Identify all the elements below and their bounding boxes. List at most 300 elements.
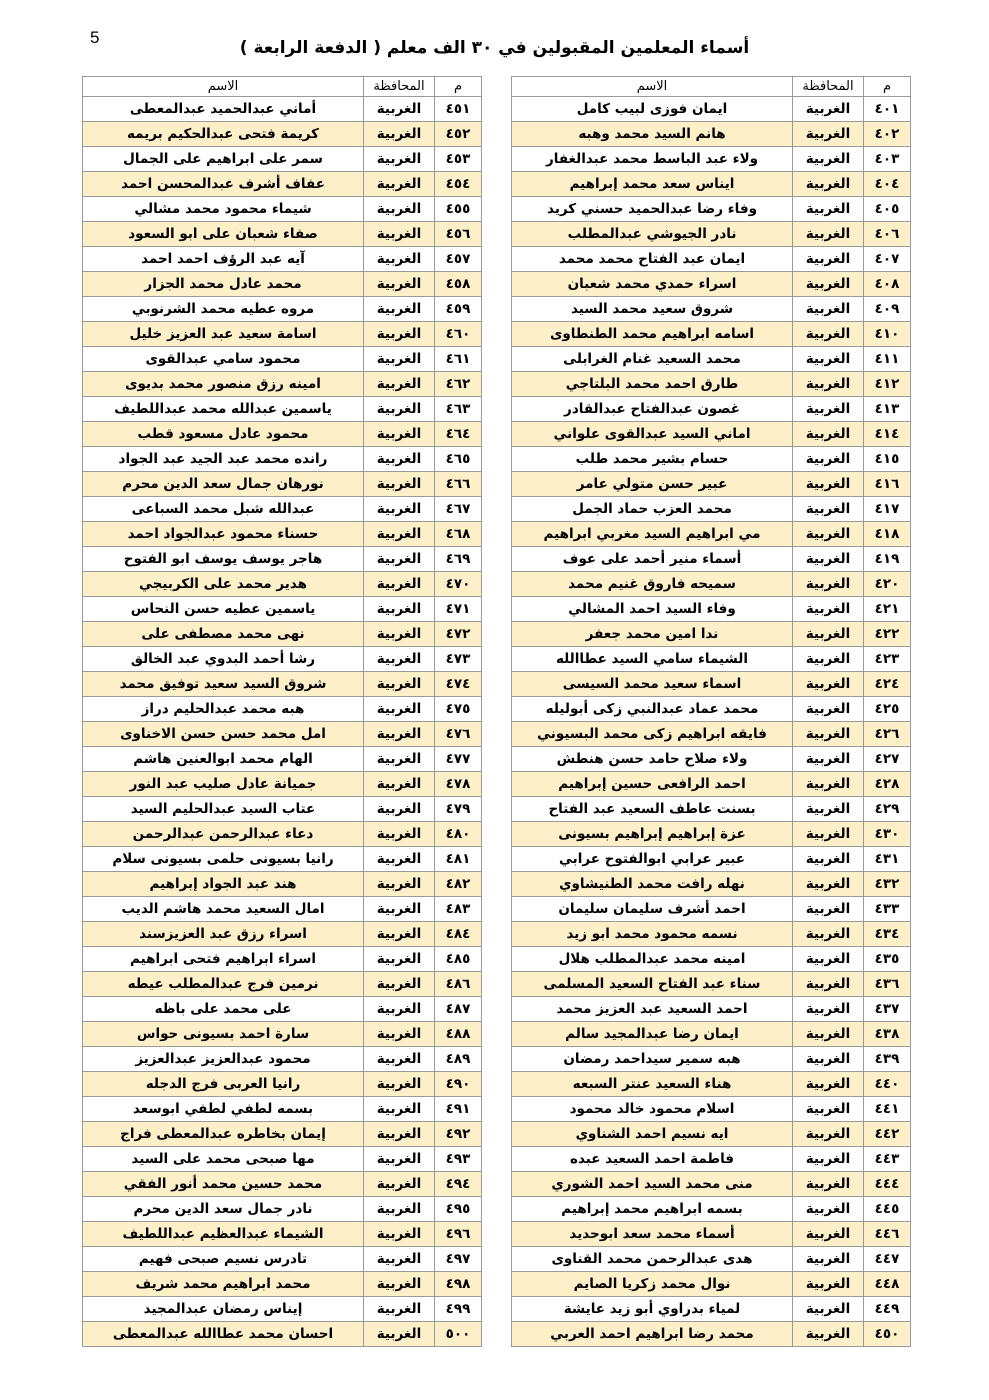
table-row	[83, 372, 482, 397]
table-row	[83, 472, 482, 497]
row-governorate: الغربية	[793, 1197, 864, 1222]
row-name: نادر الجيوشي عبدالمطلب	[512, 222, 793, 247]
table-row	[83, 247, 482, 272]
row-number: ٤٦٥	[435, 447, 482, 472]
row-number: ٤٧٩	[435, 797, 482, 822]
row-governorate: الغربية	[364, 847, 435, 872]
table-header-row	[512, 77, 911, 97]
table-row	[512, 422, 911, 447]
table-row	[83, 322, 482, 347]
table-row	[512, 347, 911, 372]
row-name: طارق احمد محمد البلتاجي	[512, 372, 793, 397]
row-number: ٤٥٩	[435, 297, 482, 322]
row-name: وفاء السيد احمد المشالي	[512, 597, 793, 622]
row-number: ٤٦٧	[435, 497, 482, 522]
row-number: ٤٩٦	[435, 1222, 482, 1247]
row-name: أماني عبدالحميد عبدالمعطى	[83, 97, 364, 122]
row-number: ٤٣٨	[864, 1022, 911, 1047]
table-row	[83, 947, 482, 972]
table-row	[83, 172, 482, 197]
row-name: محمود عادل مسعود قطب	[83, 422, 364, 447]
row-governorate: الغربية	[364, 597, 435, 622]
row-name: نوال محمد زكريا الصايم	[512, 1272, 793, 1297]
row-governorate: الغربية	[364, 1322, 435, 1347]
row-number: ٤٦٦	[435, 472, 482, 497]
row-governorate: الغربية	[364, 547, 435, 572]
row-number: ٤٨٥	[435, 947, 482, 972]
row-number: ٤٤٦	[864, 1222, 911, 1247]
table-row	[512, 247, 911, 272]
row-name: احمد الرافعى حسين إبراهيم	[512, 772, 793, 797]
row-number: ٤٧٤	[435, 672, 482, 697]
table-row	[512, 947, 911, 972]
row-governorate: الغربية	[364, 1197, 435, 1222]
table-row	[512, 372, 911, 397]
row-governorate: الغربية	[793, 497, 864, 522]
row-number: ٤٤٤	[864, 1172, 911, 1197]
row-name: الهام محمد ابوالعنين هاشم	[83, 747, 364, 772]
row-name: محمد حسين محمد أنور الفقي	[83, 1172, 364, 1197]
table-row	[83, 522, 482, 547]
table-row	[512, 1247, 911, 1272]
header-governorate: المحافظة	[793, 77, 864, 97]
table-row	[83, 272, 482, 297]
row-number: ٤٨٩	[435, 1047, 482, 1072]
row-name: هاجر يوسف يوسف ابو الفتوح	[83, 547, 364, 572]
row-name: صفاء شعبان على ابو السعود	[83, 222, 364, 247]
row-governorate: الغربية	[364, 772, 435, 797]
row-number: ٤٩٩	[435, 1297, 482, 1322]
row-governorate: الغربية	[364, 497, 435, 522]
row-name: ولاء صلاح حامد حسن هنطش	[512, 747, 793, 772]
row-number: ٤٩٤	[435, 1172, 482, 1197]
row-name: سميحه فاروق غنيم محمد	[512, 572, 793, 597]
row-number: ٤٣٩	[864, 1047, 911, 1072]
table-row	[512, 1297, 911, 1322]
row-number: ٤١٨	[864, 522, 911, 547]
row-governorate: الغربية	[793, 647, 864, 672]
row-name: نهى محمد مصطفى على	[83, 622, 364, 647]
row-name: رشا أحمد البدوي عبد الخالق	[83, 647, 364, 672]
row-name: نرمين فرج عبدالمطلب عيطه	[83, 972, 364, 997]
row-governorate: الغربية	[364, 1147, 435, 1172]
row-number: ٤٠٢	[864, 122, 911, 147]
table-row	[512, 622, 911, 647]
row-number: ٤١٥	[864, 447, 911, 472]
table-row	[83, 572, 482, 597]
table-row	[83, 1322, 482, 1347]
row-governorate: الغربية	[793, 722, 864, 747]
row-name: اسماء سعيد محمد السيسى	[512, 672, 793, 697]
row-number: ٤١٢	[864, 372, 911, 397]
row-number: ٤٢١	[864, 597, 911, 622]
table-row	[83, 447, 482, 472]
table-row	[512, 1122, 911, 1147]
row-number: ٤٨٤	[435, 922, 482, 947]
row-name: مي ابراهيم السيد مغربي ابراهيم	[512, 522, 793, 547]
row-governorate: الغربية	[364, 797, 435, 822]
row-number: ٤٠٩	[864, 297, 911, 322]
row-governorate: الغربية	[364, 172, 435, 197]
row-number: ٤٣٢	[864, 872, 911, 897]
table-row	[83, 672, 482, 697]
table-row	[83, 1222, 482, 1247]
row-number: ٤١٦	[864, 472, 911, 497]
row-name: امينه محمد عبدالمطلب هلال	[512, 947, 793, 972]
row-governorate: الغربية	[364, 397, 435, 422]
row-governorate: الغربية	[364, 272, 435, 297]
page-title: أسماء المعلمين المقبولين في ٣٠ الف معلم ( الدفعة الرابعة )	[239, 38, 750, 58]
row-governorate: الغربية	[793, 222, 864, 247]
table-row	[512, 697, 911, 722]
row-name: مروه عطيه محمد الشرنوبي	[83, 297, 364, 322]
row-number: ٤٤١	[864, 1097, 911, 1122]
row-name: اسامه ابراهيم محمد الطنطاوى	[512, 322, 793, 347]
row-name: هدى عبدالرحمن محمد القناوى	[512, 1247, 793, 1272]
table-row	[512, 447, 911, 472]
row-governorate: الغربية	[364, 122, 435, 147]
row-name: الشيماء سامي السيد عطاالله	[512, 647, 793, 672]
row-name: فايقه ابراهيم زكى محمد البسيوني	[512, 722, 793, 747]
row-name: دعاء عبدالرحمن عبدالرحمن	[83, 822, 364, 847]
table-row	[83, 1022, 482, 1047]
row-governorate: الغربية	[364, 1272, 435, 1297]
row-name: أسماء منير أحمد على عوف	[512, 547, 793, 572]
row-governorate: الغربية	[364, 1222, 435, 1247]
header-number: م	[864, 77, 911, 97]
row-name: تادرس نسيم صبحى فهيم	[83, 1247, 364, 1272]
table-row	[512, 172, 911, 197]
row-governorate: الغربية	[793, 147, 864, 172]
row-governorate: الغربية	[793, 1072, 864, 1097]
row-name: هانم السيد محمد وهبه	[512, 122, 793, 147]
table-row	[83, 1047, 482, 1072]
row-name: فاطمة احمد السعيد عبده	[512, 1147, 793, 1172]
row-name: سناء عبد الفتاح السعيد المسلمى	[512, 972, 793, 997]
row-name: ياسمين عطيه حسن النحاس	[83, 597, 364, 622]
row-name: منى محمد السيد احمد الشوري	[512, 1172, 793, 1197]
row-governorate: الغربية	[364, 672, 435, 697]
row-name: هبه سمير سيداحمد رمضان	[512, 1047, 793, 1072]
row-number: ٤٤٣	[864, 1147, 911, 1172]
row-governorate: الغربية	[364, 697, 435, 722]
row-governorate: الغربية	[364, 197, 435, 222]
table-row	[512, 597, 911, 622]
row-number: ٤٢٧	[864, 747, 911, 772]
row-name: هناء السعيد عنتر السبعه	[512, 1072, 793, 1097]
table-row	[512, 497, 911, 522]
row-name: اماني السيد عبدالقوى علواني	[512, 422, 793, 447]
table-row	[83, 797, 482, 822]
row-name: احسان محمد عطاالله عبدالمعطى	[83, 1322, 364, 1347]
table-row	[83, 1072, 482, 1097]
row-number: ٤٩٨	[435, 1272, 482, 1297]
names-table-right	[511, 76, 911, 1347]
row-number: ٤٨٠	[435, 822, 482, 847]
row-governorate: الغربية	[793, 772, 864, 797]
row-number: ٤٤٧	[864, 1247, 911, 1272]
row-name: جميانة عادل صليب عبد النور	[83, 772, 364, 797]
table-row	[512, 1022, 911, 1047]
row-governorate: الغربية	[793, 572, 864, 597]
row-number: ٤٤٨	[864, 1272, 911, 1297]
row-name: هبه محمد عبدالحليم دراز	[83, 697, 364, 722]
row-number: ٤٧٧	[435, 747, 482, 772]
row-number: ٤٩٣	[435, 1147, 482, 1172]
row-name: عبير حسن متولي عامر	[512, 472, 793, 497]
row-governorate: الغربية	[793, 97, 864, 122]
row-name: عتاب السيد عبدالحليم السيد	[83, 797, 364, 822]
row-governorate: الغربية	[793, 1147, 864, 1172]
row-name: ايه نسيم احمد الشناوي	[512, 1122, 793, 1147]
row-number: ٤٠٨	[864, 272, 911, 297]
row-governorate: الغربية	[793, 272, 864, 297]
table-row	[512, 772, 911, 797]
row-number: ٤٢٢	[864, 622, 911, 647]
row-number: ٤٢٣	[864, 647, 911, 672]
row-governorate: الغربية	[364, 147, 435, 172]
row-governorate: الغربية	[364, 372, 435, 397]
row-governorate: الغربية	[793, 1097, 864, 1122]
row-governorate: الغربية	[364, 1122, 435, 1147]
row-name: اسراء ابراهيم فتحى ابراهيم	[83, 947, 364, 972]
table-row	[83, 497, 482, 522]
header-number: م	[435, 77, 482, 97]
table-row	[83, 822, 482, 847]
row-governorate: الغربية	[793, 997, 864, 1022]
table-row	[512, 197, 911, 222]
table-row	[512, 672, 911, 697]
row-number: ٥٠٠	[435, 1322, 482, 1347]
row-governorate: الغربية	[793, 247, 864, 272]
row-number: ٤٨٦	[435, 972, 482, 997]
row-governorate: الغربية	[793, 547, 864, 572]
row-number: ٤٩٢	[435, 1122, 482, 1147]
row-number: ٤٥٦	[435, 222, 482, 247]
row-number: ٤٣٧	[864, 997, 911, 1022]
row-name: إيمان بخاطره عبدالمعطى فراج	[83, 1122, 364, 1147]
row-governorate: الغربية	[793, 822, 864, 847]
row-number: ٤٦٩	[435, 547, 482, 572]
row-governorate: الغربية	[364, 297, 435, 322]
row-number: ٤٩٠	[435, 1072, 482, 1097]
row-number: ٤٠٦	[864, 222, 911, 247]
row-name: مها صبحى محمد على السيد	[83, 1147, 364, 1172]
row-number: ٤٧٣	[435, 647, 482, 672]
row-governorate: الغربية	[364, 922, 435, 947]
table-row	[512, 1197, 911, 1222]
row-number: ٤٢٤	[864, 672, 911, 697]
row-governorate: الغربية	[364, 1172, 435, 1197]
table-row	[512, 322, 911, 347]
table-row	[83, 1272, 482, 1297]
row-number: ٤٠٣	[864, 147, 911, 172]
row-name: رانيا بسيونى حلمى بسيونى سلام	[83, 847, 364, 872]
row-governorate: الغربية	[364, 947, 435, 972]
table-row	[83, 972, 482, 997]
row-governorate: الغربية	[793, 697, 864, 722]
table-row	[512, 972, 911, 997]
table-row	[512, 1272, 911, 1297]
row-name: محمد عادل محمد الجزار	[83, 272, 364, 297]
row-governorate: الغربية	[793, 1022, 864, 1047]
row-number: ٤٣٤	[864, 922, 911, 947]
row-number: ٤٢٩	[864, 797, 911, 822]
row-number: ٤٢٦	[864, 722, 911, 747]
row-name: سارة احمد بسيونى حواس	[83, 1022, 364, 1047]
row-name: محمد ابراهيم محمد شريف	[83, 1272, 364, 1297]
row-governorate: الغربية	[364, 447, 435, 472]
row-name: نسمه محمود محمد ابو زيد	[512, 922, 793, 947]
table-row	[512, 1322, 911, 1347]
table-row	[83, 1197, 482, 1222]
row-governorate: الغربية	[793, 797, 864, 822]
row-number: ٤٥٥	[435, 197, 482, 222]
row-governorate: الغربية	[793, 447, 864, 472]
row-name: كريمة فتحى عبدالحكيم بريمه	[83, 122, 364, 147]
table-header-row	[83, 77, 482, 97]
row-number: ٤٣٣	[864, 897, 911, 922]
table-row	[83, 222, 482, 247]
row-number: ٤٦٣	[435, 397, 482, 422]
row-governorate: الغربية	[793, 297, 864, 322]
row-number: ٤٥٧	[435, 247, 482, 272]
header-name: الاسم	[83, 77, 364, 97]
row-governorate: الغربية	[793, 472, 864, 497]
table-row	[83, 147, 482, 172]
row-governorate: الغربية	[364, 522, 435, 547]
row-name: شروق السيد سعيد توفيق محمد	[83, 672, 364, 697]
row-governorate: الغربية	[364, 997, 435, 1022]
row-name: حسناء محمود عبدالجواد احمد	[83, 522, 364, 547]
table-row	[512, 297, 911, 322]
row-governorate: الغربية	[364, 872, 435, 897]
row-governorate: الغربية	[364, 347, 435, 372]
row-number: ٤٥٠	[864, 1322, 911, 1347]
table-row	[83, 647, 482, 672]
row-name: امينه رزق منصور محمد بديوى	[83, 372, 364, 397]
row-name: ايمان رضا عبدالمجيد سالم	[512, 1022, 793, 1047]
table-row	[512, 147, 911, 172]
row-name: رانيا العربى فرج الدجله	[83, 1072, 364, 1097]
row-governorate: الغربية	[793, 672, 864, 697]
table-row	[512, 122, 911, 147]
table-row	[512, 872, 911, 897]
table-row	[83, 1172, 482, 1197]
header-name: الاسم	[512, 77, 793, 97]
row-number: ٤٧٥	[435, 697, 482, 722]
row-governorate: الغربية	[364, 472, 435, 497]
row-governorate: الغربية	[793, 347, 864, 372]
row-name: شيماء محمود محمد مشالي	[83, 197, 364, 222]
row-number: ٤٣١	[864, 847, 911, 872]
row-name: محمود عبدالعزيز عبدالعزيز	[83, 1047, 364, 1072]
row-name: اسامة سعيد عبد العزيز خليل	[83, 322, 364, 347]
row-number: ٤٤٢	[864, 1122, 911, 1147]
row-name: محمد عماد عبدالنبي زكى أبوليله	[512, 697, 793, 722]
names-table-left	[82, 76, 482, 1347]
row-governorate: الغربية	[793, 1272, 864, 1297]
row-name: هدير محمد على الكربيجي	[83, 572, 364, 597]
row-number: ٤٠٧	[864, 247, 911, 272]
row-name: عفاف أشرف عبدالمحسن احمد	[83, 172, 364, 197]
table-row	[83, 1147, 482, 1172]
row-governorate: الغربية	[793, 1172, 864, 1197]
row-governorate: الغربية	[364, 1022, 435, 1047]
table-row	[83, 347, 482, 372]
row-number: ٤٨٢	[435, 872, 482, 897]
row-governorate: الغربية	[364, 647, 435, 672]
row-name: عبدالله شبل محمد السباعى	[83, 497, 364, 522]
row-number: ٤٦١	[435, 347, 482, 372]
row-number: ٤٣٠	[864, 822, 911, 847]
row-name: ياسمين عبدالله محمد عبداللطيف	[83, 397, 364, 422]
row-number: ٤٥٨	[435, 272, 482, 297]
row-name: الشيماء عبدالعظيم عبداللطيف	[83, 1222, 364, 1247]
row-number: ٤٩٥	[435, 1197, 482, 1222]
row-name: امل محمد حسن حسن الاخناوى	[83, 722, 364, 747]
table-row	[512, 547, 911, 572]
row-name: احمد السعيد عبد العزيز محمد	[512, 997, 793, 1022]
row-governorate: الغربية	[793, 747, 864, 772]
table-row	[512, 1147, 911, 1172]
table-row	[83, 697, 482, 722]
row-name: على محمد على باظه	[83, 997, 364, 1022]
table-row	[83, 197, 482, 222]
row-governorate: الغربية	[793, 922, 864, 947]
row-name: إيناس رمضان عبدالمجيد	[83, 1297, 364, 1322]
row-name: نهله رافت محمد الطنيشاوي	[512, 872, 793, 897]
row-governorate: الغربية	[793, 197, 864, 222]
table-row	[83, 1297, 482, 1322]
table-row	[512, 797, 911, 822]
row-number: ٤٨٧	[435, 997, 482, 1022]
table-row	[83, 397, 482, 422]
row-number: ٤٥٤	[435, 172, 482, 197]
row-governorate: الغربية	[364, 897, 435, 922]
row-governorate: الغربية	[364, 622, 435, 647]
row-governorate: الغربية	[793, 372, 864, 397]
row-number: ٤٦٤	[435, 422, 482, 447]
table-row	[512, 1097, 911, 1122]
table-row	[512, 222, 911, 247]
row-name: وفاء رضا عبدالحميد حسني كريد	[512, 197, 793, 222]
table-row	[83, 1247, 482, 1272]
row-number: ٤٢٠	[864, 572, 911, 597]
row-governorate: الغربية	[364, 1297, 435, 1322]
row-name: آيه عبد الرؤف احمد احمد	[83, 247, 364, 272]
row-name: ايناس سعد محمد إبراهيم	[512, 172, 793, 197]
row-governorate: الغربية	[364, 972, 435, 997]
table-row	[512, 922, 911, 947]
header-governorate: المحافظة	[364, 77, 435, 97]
row-governorate: الغربية	[364, 222, 435, 247]
table-row	[512, 397, 911, 422]
row-governorate: الغربية	[793, 1047, 864, 1072]
row-number: ٤١٧	[864, 497, 911, 522]
row-governorate: الغربية	[793, 597, 864, 622]
row-governorate: الغربية	[793, 1297, 864, 1322]
row-name: اسلام محمود خالد محمود	[512, 1097, 793, 1122]
row-governorate: الغربية	[793, 847, 864, 872]
table-row	[83, 922, 482, 947]
row-name: ايمان عبد الفتاح محمد محمد	[512, 247, 793, 272]
row-name: احمد أشرف سليمان سليمان	[512, 897, 793, 922]
row-number: ٤١٩	[864, 547, 911, 572]
table-row	[83, 897, 482, 922]
row-name: محمد رضا ابراهيم احمد العربي	[512, 1322, 793, 1347]
row-number: ٤٦٨	[435, 522, 482, 547]
